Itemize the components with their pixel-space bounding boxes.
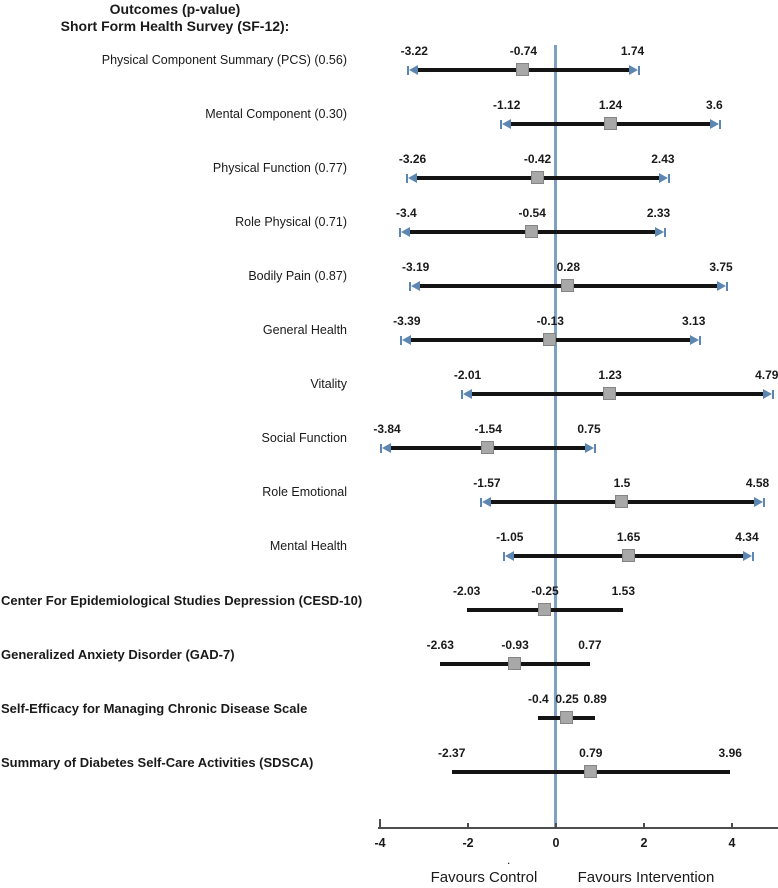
ci-low-label: -3.84 bbox=[373, 422, 401, 436]
point-estimate-label: 1.65 bbox=[616, 530, 641, 544]
x-axis-tick bbox=[643, 823, 645, 827]
row-label: Self-Efficacy for Managing Chronic Disease Scale bbox=[1, 701, 308, 716]
ci-high-label: 1.74 bbox=[620, 44, 645, 58]
arrow-cap-left-tick-icon bbox=[399, 228, 401, 237]
ci-low-label: -0.4 bbox=[528, 692, 549, 706]
point-estimate-label: -0.25 bbox=[531, 584, 559, 598]
arrow-cap-left-icon bbox=[482, 497, 491, 507]
arrow-cap-left-tick-icon bbox=[500, 120, 502, 129]
point-marker bbox=[538, 603, 551, 616]
arrow-cap-right-icon bbox=[710, 119, 719, 129]
ci-low-label: -3.26 bbox=[398, 152, 427, 166]
chart-header bbox=[0, 1, 350, 35]
x-axis-tick bbox=[379, 819, 381, 827]
x-axis-tick bbox=[555, 823, 557, 827]
ci-low-label: -2.03 bbox=[452, 584, 481, 598]
ci-low-label: -3.4 bbox=[396, 206, 417, 220]
arrow-cap-left-icon bbox=[502, 119, 511, 129]
row-label: Bodily Pain (0.87) bbox=[248, 269, 347, 283]
x-axis-tick-label: 2 bbox=[640, 836, 648, 850]
arrow-cap-right-icon bbox=[690, 335, 699, 345]
point-marker bbox=[615, 495, 628, 508]
ci-low-label: -3.19 bbox=[401, 260, 430, 274]
arrow-cap-left-icon bbox=[402, 335, 411, 345]
arrow-cap-left-tick-icon bbox=[409, 282, 411, 291]
ci-high-label: 3.75 bbox=[709, 260, 733, 274]
x-axis-tick bbox=[731, 823, 733, 827]
x-axis-tick bbox=[467, 823, 469, 827]
row-label: Summary of Diabetes Self-Care Activities (SDSCA) bbox=[1, 755, 314, 770]
row-label: Mental Health bbox=[269, 539, 347, 553]
ci-high-label: 3.6 bbox=[706, 98, 723, 112]
row-label: Center For Epidemiological Studies Depression (CESD-10) bbox=[1, 593, 363, 608]
row-label: General Health bbox=[262, 323, 347, 337]
point-marker bbox=[584, 765, 597, 778]
arrow-cap-left-icon bbox=[382, 443, 391, 453]
ci-high-label: 4.58 bbox=[745, 476, 770, 490]
point-marker bbox=[525, 225, 538, 238]
row-label: Role Physical (0.71) bbox=[235, 215, 347, 229]
zero-reference-line bbox=[554, 45, 557, 828]
point-marker bbox=[508, 657, 521, 670]
arrow-cap-right-tick-icon bbox=[638, 66, 640, 75]
ci-low-label: -3.39 bbox=[393, 314, 421, 328]
arrow-cap-left-tick-icon bbox=[400, 336, 402, 345]
point-marker bbox=[481, 441, 494, 454]
point-estimate-label: -0.54 bbox=[518, 206, 546, 220]
point-marker bbox=[531, 171, 544, 184]
ci-low-label: -3.22 bbox=[400, 44, 428, 58]
favours-control-label: Favours Control bbox=[430, 869, 538, 886]
point-estimate-label: 1.5 bbox=[613, 476, 631, 490]
arrow-cap-right-icon bbox=[585, 443, 594, 453]
ci-high-label: 3.13 bbox=[682, 314, 706, 328]
point-estimate-label: -0.74 bbox=[509, 44, 538, 58]
ci-low-label: -2.01 bbox=[453, 368, 482, 382]
point-marker bbox=[604, 117, 617, 130]
row-label: Physical Function (0.77) bbox=[212, 161, 347, 175]
ci-low-label: -2.63 bbox=[426, 638, 454, 652]
arrow-cap-right-icon bbox=[655, 227, 664, 237]
chart-subtitle: Short Form Health Survey (SF-12): bbox=[60, 18, 290, 34]
point-estimate-label: 0.28 bbox=[556, 260, 580, 274]
arrow-cap-left-icon bbox=[401, 227, 410, 237]
ci-high-label: 1.53 bbox=[611, 584, 635, 598]
arrow-cap-left-icon bbox=[409, 65, 418, 75]
arrow-cap-right-icon bbox=[763, 389, 772, 399]
stray-dot: . bbox=[507, 853, 511, 867]
arrow-cap-left-icon bbox=[411, 281, 420, 291]
arrow-cap-right-icon bbox=[717, 281, 726, 291]
point-marker bbox=[560, 711, 573, 724]
point-estimate-label: -1.54 bbox=[474, 422, 502, 436]
ci-bar bbox=[468, 392, 767, 396]
ci-high-label: 3.96 bbox=[718, 746, 742, 760]
point-marker bbox=[543, 333, 556, 346]
ci-high-label: 0.75 bbox=[577, 422, 601, 436]
arrow-cap-right-icon bbox=[754, 497, 763, 507]
ci-low-label: -1.57 bbox=[473, 476, 501, 490]
row-label: Mental Component (0.30) bbox=[205, 107, 347, 121]
x-axis-line bbox=[378, 827, 778, 829]
row-label: Generalized Anxiety Disorder (GAD-7) bbox=[1, 647, 235, 662]
arrow-cap-left-icon bbox=[463, 389, 472, 399]
arrow-cap-left-tick-icon bbox=[503, 552, 505, 561]
arrow-cap-right-tick-icon bbox=[772, 390, 774, 399]
arrow-cap-right-tick-icon bbox=[763, 498, 765, 507]
ci-high-label: 0.77 bbox=[578, 638, 602, 652]
arrow-cap-right-tick-icon bbox=[668, 174, 670, 183]
arrow-cap-right-tick-icon bbox=[726, 282, 728, 291]
x-axis-tick-label: -2 bbox=[462, 836, 474, 850]
arrow-cap-left-tick-icon bbox=[407, 66, 409, 75]
ci-high-label: 0.89 bbox=[583, 692, 607, 706]
point-estimate-label: 0.79 bbox=[579, 746, 603, 760]
arrow-cap-left-tick-icon bbox=[380, 444, 382, 453]
arrow-cap-left-icon bbox=[505, 551, 514, 561]
point-marker bbox=[516, 63, 529, 76]
chart-title: Outcomes (p-value) bbox=[109, 1, 241, 17]
arrow-cap-right-tick-icon bbox=[699, 336, 701, 345]
ci-low-label: -1.12 bbox=[493, 98, 521, 112]
arrow-cap-left-tick-icon bbox=[480, 498, 482, 507]
x-axis-tick-label: -4 bbox=[374, 836, 386, 850]
x-axis-tick-label: 4 bbox=[728, 836, 736, 850]
ci-high-label: 4.79 bbox=[755, 368, 778, 382]
ci-low-label: -2.37 bbox=[438, 746, 466, 760]
row-label: Social Function bbox=[261, 431, 347, 445]
favours-intervention-label: Favours Intervention bbox=[577, 869, 715, 886]
arrow-cap-right-tick-icon bbox=[752, 552, 754, 561]
arrow-cap-right-icon bbox=[659, 173, 668, 183]
arrow-cap-right-tick-icon bbox=[719, 120, 721, 129]
ci-high-label: 2.43 bbox=[651, 152, 675, 166]
point-estimate-label: 1.24 bbox=[598, 98, 623, 112]
arrow-cap-left-tick-icon bbox=[461, 390, 463, 399]
point-marker bbox=[561, 279, 574, 292]
row-label: Physical Component Summary (PCS) (0.56) bbox=[101, 53, 347, 67]
point-estimate-label: -0.42 bbox=[523, 152, 552, 166]
arrow-cap-left-icon bbox=[408, 173, 417, 183]
point-estimate-label: -0.13 bbox=[536, 314, 564, 328]
arrow-cap-right-tick-icon bbox=[594, 444, 596, 453]
row-label: Vitality bbox=[310, 377, 347, 391]
point-marker bbox=[622, 549, 635, 562]
ci-low-label: -1.05 bbox=[496, 530, 524, 544]
row-label: Role Emotional bbox=[262, 485, 347, 499]
point-estimate-label: -0.93 bbox=[501, 638, 529, 652]
ci-high-label: 4.34 bbox=[735, 530, 759, 544]
arrow-cap-right-tick-icon bbox=[664, 228, 666, 237]
point-estimate-label: 0.25 bbox=[555, 692, 579, 706]
point-marker bbox=[603, 387, 616, 400]
arrow-cap-right-icon bbox=[629, 65, 638, 75]
x-axis-tick-label: 0 bbox=[552, 836, 560, 850]
arrow-cap-left-tick-icon bbox=[406, 174, 408, 183]
arrow-cap-right-icon bbox=[743, 551, 752, 561]
ci-high-label: 2.33 bbox=[646, 206, 671, 220]
point-estimate-label: 1.23 bbox=[598, 368, 622, 382]
